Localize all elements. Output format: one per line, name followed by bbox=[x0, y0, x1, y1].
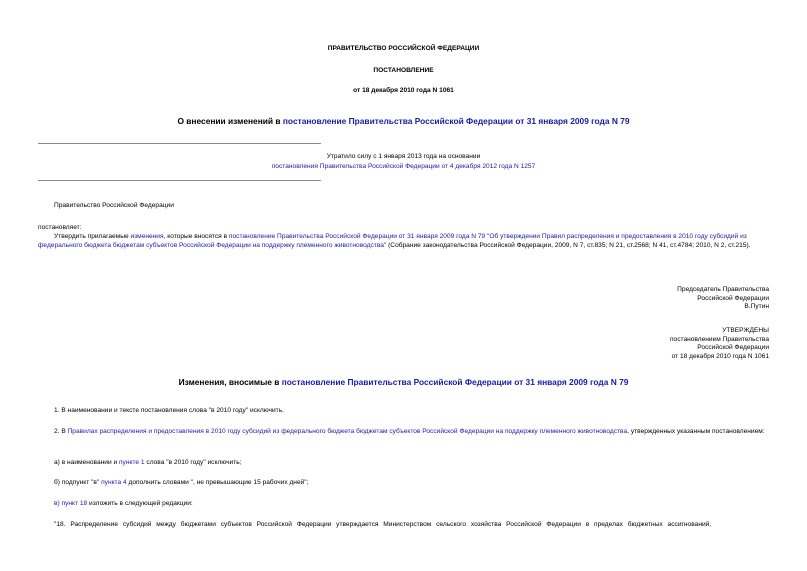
resolution-text-2: , которые вносятся в bbox=[163, 233, 229, 240]
signature-line-2: Российской Федерации bbox=[697, 294, 769, 302]
notice-top-divider bbox=[38, 143, 321, 144]
signature-line-3: В.Путин bbox=[744, 303, 769, 311]
resolution-text-3: (Собрание законодательства Российской Федерации, 2009, N 7, ст.835; N 21, ст.2568; N 41, ст.4784; 2010, N 2, ст.215). bbox=[386, 241, 751, 249]
change-item-1: 1. В наименовании и тексте постановления слова "в 2010 году" исключить. bbox=[54, 407, 284, 414]
change-quote-paragraph: "18. Распределение субсидий между бюджетами субъектов Российской Федерации утверждается Министерством сельского хозяйства Российской Федерации в пределах бюджетных ассигнований, bbox=[54, 521, 712, 528]
changes-link[interactable]: изменения bbox=[130, 233, 164, 240]
change-item-a bbox=[38, 459, 768, 468]
change-item-b-text-1: б) подпункт "в" bbox=[54, 479, 102, 486]
document-title-prefix: О внесении изменений в bbox=[177, 116, 283, 126]
approved-line-2: постановлением Правительства bbox=[669, 335, 769, 343]
change-item-c bbox=[38, 500, 768, 509]
notice-link[interactable]: постановления Правительства Российской Федерации от 4 декабря 2012 года N 1257 bbox=[271, 163, 536, 170]
change-item-b-text-2: дополнить словами ", не превышающие 15 рабочих дней"; bbox=[126, 479, 309, 486]
change-item-c-text: изложить в следующей редакции: bbox=[87, 500, 193, 507]
resolves-label: постановляет: bbox=[38, 224, 82, 231]
government-label: Правительство Российской Федерации bbox=[54, 202, 174, 209]
approved-block bbox=[560, 327, 769, 361]
document-date-number: от 18 декабря 2010 года N 1061 bbox=[353, 87, 454, 94]
changes-title-prefix: Изменения, вносимые в bbox=[178, 377, 282, 387]
approved-line-4: от 18 декабря 2010 года N 1061 bbox=[671, 352, 769, 360]
changes-title-link[interactable]: постановление Правительства Российской Федерации от 31 января 2009 года N 79 bbox=[281, 377, 629, 387]
resolution-paragraph bbox=[38, 233, 768, 250]
approved-line-3: Российской Федерации bbox=[697, 344, 769, 352]
notice-link-line bbox=[0, 163, 807, 172]
document-title bbox=[0, 117, 807, 126]
change-item-b bbox=[38, 479, 768, 488]
document-title-link[interactable]: постановление Правительства Российской Федерации от 31 января 2009 года N 79 bbox=[282, 116, 630, 126]
resolution-79-link[interactable]: постановление Правительства Российской Федерации от 31 января 2009 года N 79 "Об утверждении Правил распределения и предоставления в 2010 году субсидий из федерального бюджета бюджетам субъектов Российской Федерации на поддержку племенного животноводства" bbox=[38, 233, 747, 249]
change-item-2 bbox=[38, 428, 768, 437]
rules-link[interactable]: Правилах распределения и предоставления в 2010 году субсидий из федерального бюджета бюджетам субъектов Российской Федерации на поддержку племенного животноводства bbox=[67, 428, 628, 435]
clause-18-link[interactable]: в) пункт 18 bbox=[54, 500, 88, 507]
approved-line-1: УТВЕРЖДЕНЫ bbox=[722, 327, 769, 334]
changes-title bbox=[0, 378, 807, 387]
signature-block bbox=[560, 286, 769, 312]
signature-line-1: Председатель Правительства bbox=[677, 286, 769, 293]
notice-text: Утратило силу с 1 января 2013 года на основании bbox=[326, 153, 481, 160]
clause-1-link[interactable]: пункте 1 bbox=[118, 459, 145, 466]
resolution-text-1: Утвердить прилагаемые bbox=[54, 233, 131, 240]
change-item-2-text-1: 2. В bbox=[54, 428, 68, 435]
clause-4-link[interactable]: пункта 4 bbox=[101, 479, 127, 486]
notice-bottom-divider bbox=[38, 180, 321, 181]
change-item-2-text-2: , утвержденных указанным постановлением: bbox=[627, 428, 765, 435]
change-item-a-text-1: а) в наименовании и bbox=[54, 459, 119, 466]
government-heading: ПРАВИТЕЛЬСТВО РОССИЙСКОЙ ФЕДЕРАЦИИ bbox=[327, 45, 480, 52]
document-type: ПОСТАНОВЛЕНИЕ bbox=[373, 67, 434, 74]
change-item-a-text-2: слова "в 2010 году" исключить; bbox=[144, 459, 242, 466]
